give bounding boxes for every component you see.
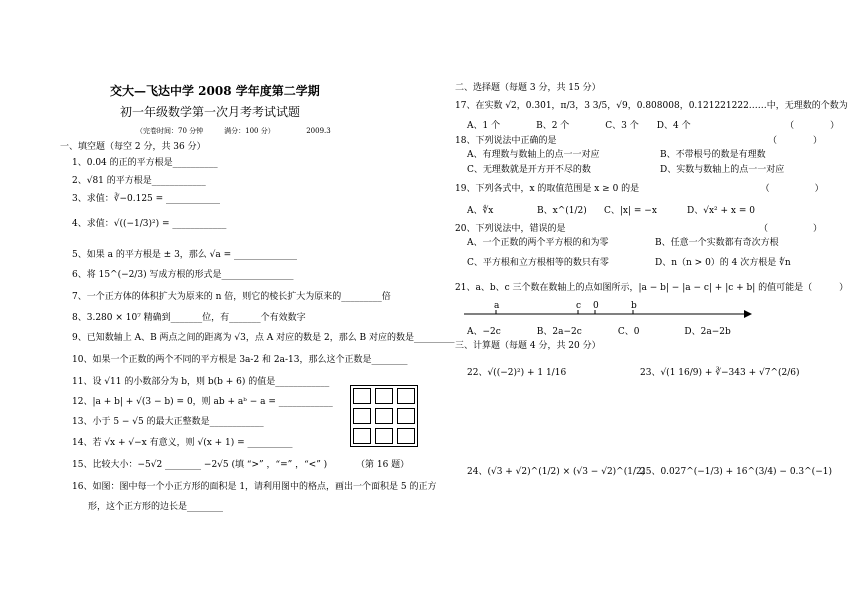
question-23: 23、√(1 16/9) + ∛−343 + √7^(2/6) xyxy=(640,368,800,378)
question-18-option-a: A、有理数与数轴上的点一一对应 xyxy=(467,150,600,160)
question-4: 4、求值：√((−1/3)²) = ____________ xyxy=(72,219,227,229)
question-19-option-b: B、x^(1/2) xyxy=(537,206,587,216)
question-10: 10、如果一个正数的两个不同的平方根是 3a-2 和 2a-13，那么这个正数是________ xyxy=(72,355,408,365)
grid-cell xyxy=(375,388,393,404)
question-5: 5、如果 a 的平方根是 ± 3，那么 √a = ______________ xyxy=(72,250,298,260)
question-17: 17、在实数 √2，0.3̇0̇1，π/3，3 3/5，√9，0.808008，0.121221222……中，无理数的个数为 xyxy=(455,101,848,111)
grid-cell xyxy=(353,428,371,444)
question-19-option-c: C、|x| = −x xyxy=(604,206,657,216)
number-line-arrow xyxy=(744,310,752,318)
question-19-option-d: D、√x² + x = 0 xyxy=(687,206,755,216)
question-11: 11、设 √11 的小数部分为 b，则 b(b + 6) 的值是____________ xyxy=(72,377,330,387)
label-a: a xyxy=(494,301,500,311)
question-19-option-a: A、∜x xyxy=(467,206,494,216)
grid-cell xyxy=(375,408,393,424)
grid-cell xyxy=(397,388,415,404)
grid-cell xyxy=(375,428,393,444)
question-20-option-d: D、n（n > 0）的 4 次方根是 ∜n xyxy=(655,258,791,268)
question-14: 14、若 √x + √−x 有意义，则 √(x + 1) = __________ xyxy=(72,438,293,448)
question-9: 9、已知数轴上 A、B 两点之间的距离为 √3，点 A 对应的数是 2，那么 B 对应的数是_________ xyxy=(72,333,455,343)
question-24: 24、(√3 + √2)^(1/2) × (√3 − √2)^(1/2) xyxy=(467,467,646,477)
question-22: 22、√((−2)²) + 1 1/16 xyxy=(467,368,567,378)
question-20-option-c: C、平方根和立方根相等的数只有零 xyxy=(467,258,609,268)
question-2: 2、√81 的平方根是____________ xyxy=(72,176,206,186)
question-21: 21、a、b、c 三个数在数轴上的点如图所示，|a − b| − |a − c| + |c + b| 的值可能是（ ） xyxy=(455,283,849,293)
exam-subtitle: 初一年级数学第一次月考考试试题 xyxy=(120,105,301,119)
grid-cell xyxy=(397,408,415,424)
question-18: 18、下列说法中正确的是 （ ） xyxy=(455,136,822,146)
grid-cell xyxy=(353,388,371,404)
question-21-options: A、−2c B、2a−2c C、0 D、2a−2b xyxy=(467,327,731,337)
question-1: 1、0.04 的正的平方根是__________ xyxy=(72,158,218,168)
label-b: b xyxy=(631,301,637,311)
label-0: 0 xyxy=(593,301,599,311)
question-7: 7、一个正方体的体积扩大为原来的 n 倍，则它的棱长扩大为原来的_________倍 xyxy=(72,292,391,302)
question-12: 12、|a + b| + √(3 − b) = 0，则 ab + aᵇ − a = ____________ xyxy=(72,397,333,407)
square-grid-figure xyxy=(350,385,418,447)
question-3: 3、求值：∛−0.125 = ____________ xyxy=(72,194,221,204)
section-calculation: 三、计算题（每题 4 分，共 20 分） xyxy=(455,341,601,351)
question-18-option-d: D、实数与数轴上的点一一对应 xyxy=(660,165,785,175)
label-c: c xyxy=(576,301,582,311)
question-16-line2: 形，这个正方形的边长是________ xyxy=(88,502,224,512)
exam-school-title: 交大—飞达中学 2008 学年度第二学期 xyxy=(110,84,320,98)
question-20-option-a: A、一个正数的两个平方根的和为零 xyxy=(467,238,609,248)
section-choice: 二、选择题（每题 3 分，共 15 分） xyxy=(455,83,601,93)
number-line xyxy=(464,298,754,324)
section-fill-in: 一、填空题（每空 2 分，共 36 分） xyxy=(60,142,206,152)
question-19: 19、下列各式中，x 的取值范围是 x ≥ 0 的是 （ ） xyxy=(455,184,824,194)
exam-info: （完卷时间：70 分钟 满分：100 分） 2009.3 xyxy=(136,127,331,135)
question-18-option-c: C、无理数就是开方开不尽的数 xyxy=(467,165,591,175)
question-13: 13、小于 5 − √5 的最大正整数是____________ xyxy=(72,417,264,427)
question-16-line1: 16、如图：图中每一个小正方形的面积是 1，请利用图中的格点，画出一个面积是 5 的正方 xyxy=(72,482,437,492)
question-20: 20、下列说法中，错误的是 （ ） xyxy=(455,224,822,234)
question-8: 8、3.280 × 10⁷ 精确到_______位，有_______个有效数字 xyxy=(72,313,306,323)
question-20-option-b: B、任意一个实数都有奇次方根 xyxy=(655,238,779,248)
question-17-options: A、1 个 B、2 个 C、3 个 D、4 个 （ ） xyxy=(467,121,840,131)
grid-cell xyxy=(353,408,371,424)
figure-16-caption: （第 16 题） xyxy=(356,460,410,470)
question-18-option-b: B、不带根号的数是有理数 xyxy=(660,150,766,160)
question-15: 15、比较大小：−5√2 ________ −2√5 (填 “>” ，“=” ，“<” ) xyxy=(72,460,328,470)
question-25: 25、0.027^(−1/3) + 16^(3/4) − 0.3^(−1) xyxy=(640,467,832,477)
grid-cell xyxy=(397,428,415,444)
question-6: 6、将 15^(−2/3) 写成方根的形式是________________ xyxy=(72,270,294,280)
